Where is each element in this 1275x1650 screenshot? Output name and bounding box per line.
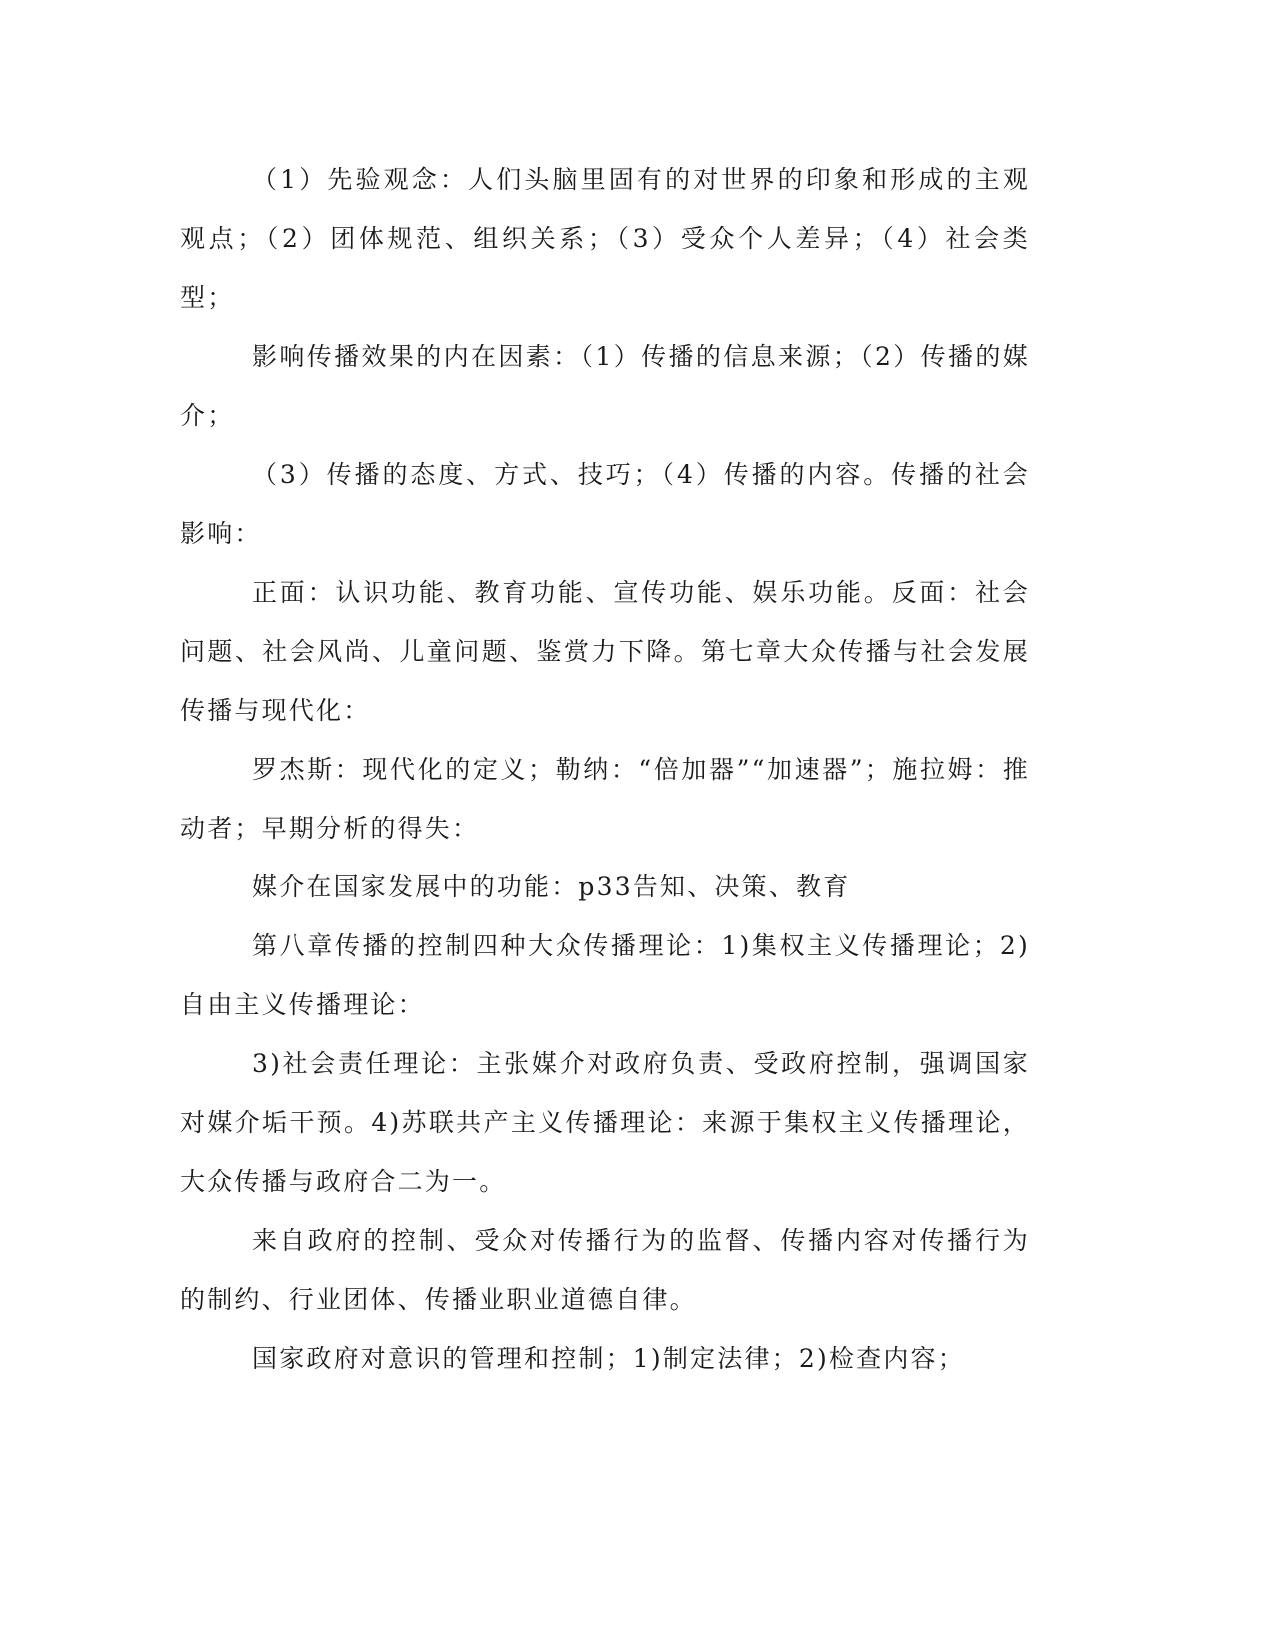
paragraph-social-responsibility: 3)社会责任理论：主张媒介对政府负责、受政府控制，强调国家对媒介垢干预。4)苏联共产主义传播理论：来源于集权主义传播理论，大众传播与政府合二为一。 [180, 1049, 1030, 1196]
paragraph-attitude-content: （3）传播的态度、方式、技巧；（4）传播的内容。传播的社会影响： [180, 460, 1030, 548]
paragraph-modernization-scholars: 罗杰斯：现代化的定义；勒纳：“倍加器”“加速器”；施拉姆：推动者；早期分析的得失： [180, 755, 1030, 843]
paragraph-media-functions: 媒介在国家发展中的功能：p33告知、决策、教育 [252, 872, 851, 901]
paragraph-chapter-eight: 第八章传播的控制四种大众传播理论：1)集权主义传播理论；2)自由主义传播理论： [180, 931, 1030, 1019]
paragraph-positive-negative: 正面：认识功能、教育功能、宣传功能、娱乐功能。反面：社会问题、社会风尚、儿童问题、鉴赏力下降。第七章大众传播与社会发展传播与现代化： [180, 578, 1030, 725]
paragraph-government-control: 国家政府对意识的管理和控制；1)制定法律；2)检查内容； [252, 1344, 965, 1373]
paragraph-internal-factors: 影响传播效果的内在因素：（1）传播的信息来源；（2）传播的媒介； [180, 342, 1030, 430]
paragraph-prior-concepts: （1）先验观念：人们头脑里固有的对世界的印象和形成的主观观点；（2）团体规范、组织关系；（3）受众个人差异；（4）社会类型； [180, 165, 1030, 312]
paragraph-control-sources: 来自政府的控制、受众对传播行为的监督、传播内容对传播行为的制约、行业团体、传播业职业道德自律。 [180, 1226, 1030, 1314]
document-page [180, 150, 1030, 1388]
